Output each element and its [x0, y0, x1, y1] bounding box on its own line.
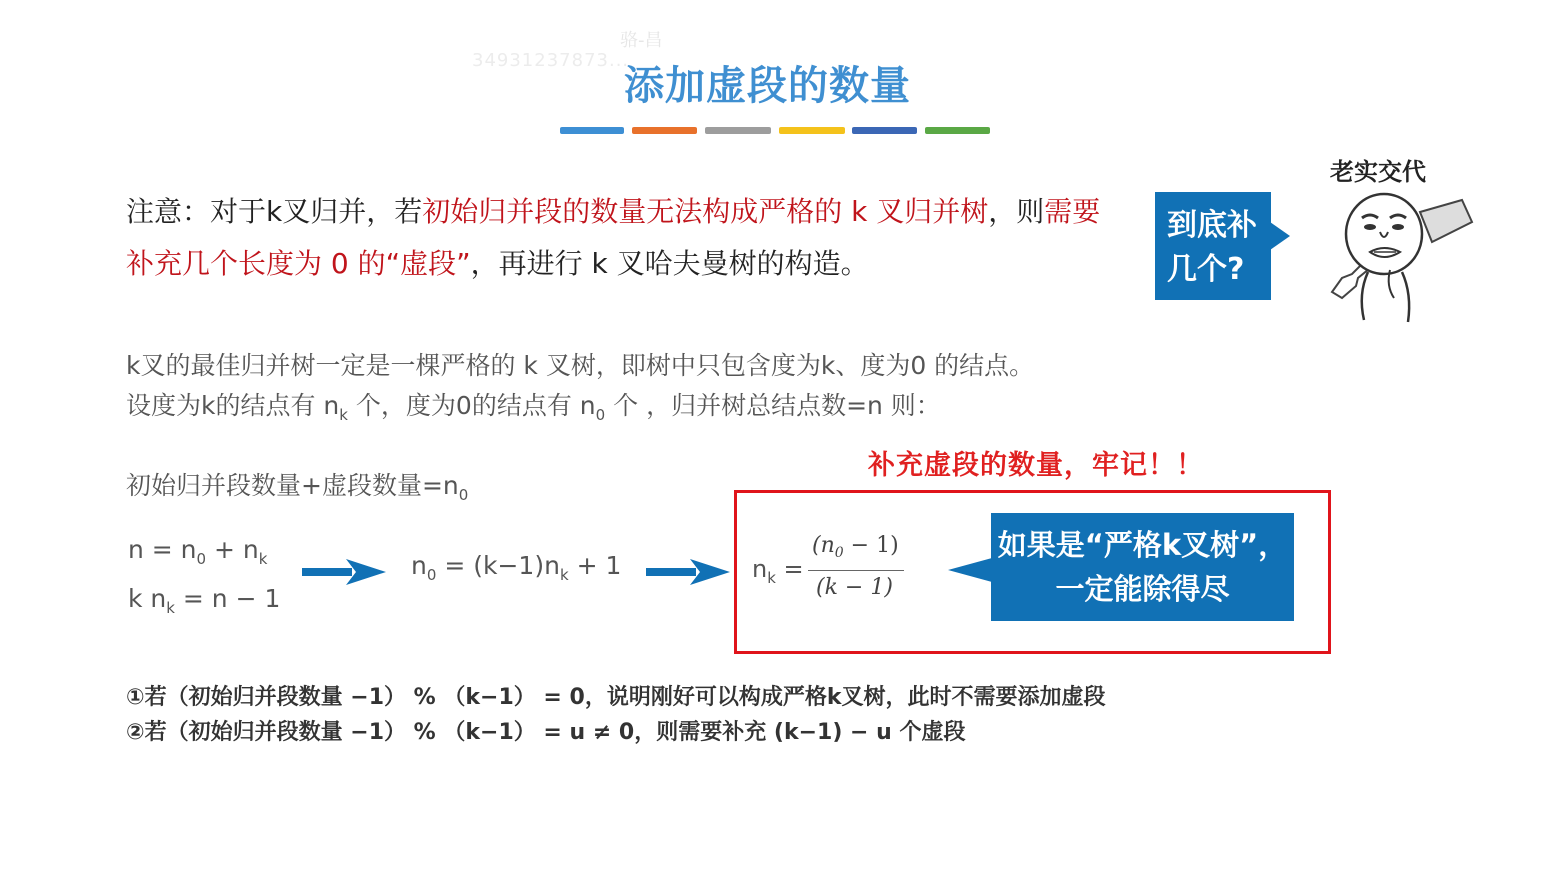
callout-line-1: 如果是“严格k叉树”，	[997, 528, 1288, 562]
eq-text: (n	[812, 533, 835, 558]
para-sub-0: 0	[595, 406, 606, 424]
fraction-bar	[808, 570, 904, 571]
rule-2: ②若（初始归并段数量 −1） % （k−1） = u ≠ 0，则需要补充 (k−1) − u 个虚段	[126, 720, 966, 745]
eq-sub: 0	[426, 566, 437, 584]
arrow-right-icon	[646, 557, 730, 587]
init-formula-sub: 0	[458, 486, 469, 504]
watermark-name: 骆-昌	[620, 30, 663, 51]
meme-face-icon	[1312, 182, 1482, 324]
rules-block	[126, 680, 1105, 750]
init-formula-text: 初始归并段数量+虚段数量=n	[126, 471, 459, 500]
speech-line-2: 几个?	[1167, 252, 1245, 287]
eq-text: n	[752, 555, 768, 583]
fraction-denominator: (k − 1)	[816, 575, 893, 600]
callout-tail	[948, 558, 992, 582]
eq-text: =	[775, 555, 804, 583]
reminder-text: 补充虚段的数量，牢记！！	[868, 450, 1204, 481]
eq-sub: 0	[834, 545, 844, 561]
slide-title: 添加虚段的数量	[624, 63, 911, 109]
title-stripe-orange	[632, 127, 697, 134]
eq-text: k n	[128, 584, 167, 613]
note-red-1: 初始归并段的数量无法构成严格的 k 叉归并树	[422, 195, 989, 228]
eq-text: − 1)	[843, 533, 899, 558]
para-sub-k: k	[339, 406, 348, 424]
watermark-id: 34931237873...	[472, 50, 630, 71]
note-prefix: 注意：对于k叉归并，若	[126, 195, 423, 228]
eq-sub: k	[166, 599, 175, 617]
eq-text: + 1	[568, 551, 622, 580]
fraction-lhs	[752, 555, 804, 587]
equation-block-1	[128, 530, 280, 628]
para-line-2-c: 个 ，归并树总结点数=n 则：	[605, 391, 941, 420]
eq-sub: 0	[196, 550, 207, 568]
callout-box	[991, 513, 1294, 621]
strict-tree-paragraph	[126, 346, 1034, 435]
equation-n0	[411, 551, 621, 584]
init-formula	[126, 466, 468, 504]
para-line-2-a: 设度为k的结点有 n	[126, 391, 340, 420]
title-stripe-green	[925, 127, 990, 134]
meme-label: 老实交代	[1330, 158, 1426, 186]
eq-text: n	[411, 551, 427, 580]
eq-sub: k	[559, 566, 569, 584]
eq-text: = n − 1	[174, 584, 281, 613]
arrow-right-icon	[302, 557, 386, 587]
title-stripe-yellow	[779, 127, 845, 134]
note-mid: ，则	[988, 195, 1045, 228]
note-red-2: 需要补充几个长度为 0 的“虚段”	[126, 195, 1101, 280]
eq-text: = (k−1)n	[436, 551, 560, 580]
speech-bubble-tail	[1270, 222, 1290, 250]
para-line-2-b: 个，度为0的结点有 n	[347, 391, 596, 420]
note-suffix: ，再进行 k 叉哈夫曼树的构造。	[470, 247, 869, 280]
speech-bubble	[1155, 192, 1271, 300]
eq-text: n = n	[128, 535, 197, 564]
note-paragraph	[126, 186, 1116, 290]
fraction-numerator	[812, 533, 899, 561]
para-line-2	[126, 386, 1034, 435]
eq-sub: k	[258, 550, 268, 568]
callout-line-2: 一定能除得尽	[1055, 572, 1230, 606]
rule-1: ①若（初始归并段数量 −1） % （k−1） = 0，说明刚好可以构成严格k叉树，此时不需要添加虚段	[126, 685, 1106, 710]
eq-text: + n	[206, 535, 259, 564]
title-stripe-blue	[560, 127, 624, 134]
speech-line-1: 到底补	[1167, 208, 1257, 243]
title-stripe-navy	[852, 127, 917, 134]
eq-sub: k	[767, 569, 776, 587]
para-line-1: k叉的最佳归并树一定是一棵严格的 k 叉树，即树中只包含度为k、度为0 的结点。	[126, 351, 1035, 380]
equation-edges	[128, 579, 280, 628]
title-stripe-gray	[705, 127, 771, 134]
equation-n-sum	[128, 530, 280, 579]
